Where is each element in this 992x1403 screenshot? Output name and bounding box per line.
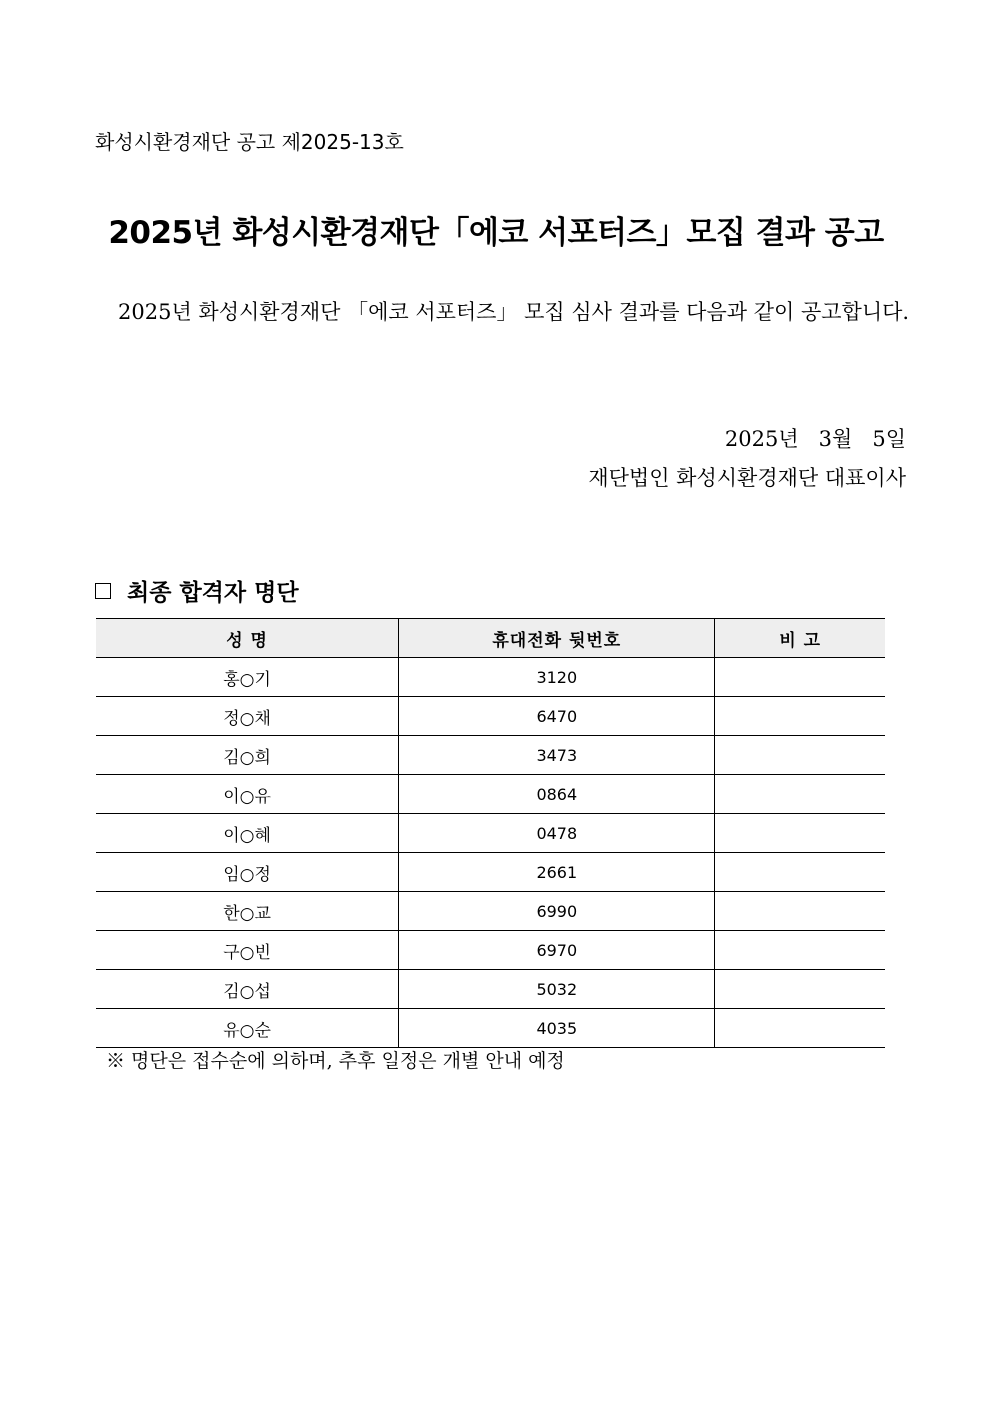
cell-phone: 6990 [399,892,715,931]
result-table [96,618,885,1048]
section-heading [95,574,299,607]
cell-note [715,931,885,970]
cell-phone: 0478 [399,814,715,853]
cell-name: 홍○기 [96,658,399,697]
cell-note [715,1009,885,1048]
cell-name: 정○채 [96,697,399,736]
cell-phone: 3473 [399,736,715,775]
cell-phone: 6970 [399,931,715,970]
table-row [96,892,885,931]
notice-number: 화성시환경재단 공고 제2025-13호 [95,130,404,154]
cell-name: 이○유 [96,775,399,814]
table-row [96,853,885,892]
cell-note [715,775,885,814]
cell-name: 임○정 [96,853,399,892]
cell-name: 구○빈 [96,931,399,970]
header-phone: 휴대전화 뒷번호 [399,619,715,658]
cell-name: 김○섭 [96,970,399,1009]
table-header-row [96,619,885,658]
table-row [96,814,885,853]
cell-note [715,970,885,1009]
cell-note [715,736,885,775]
checkbox-icon [95,583,111,599]
table-row [96,658,885,697]
cell-note [715,853,885,892]
cell-phone: 3120 [399,658,715,697]
table-row [96,931,885,970]
table-row [96,1009,885,1048]
cell-name: 이○혜 [96,814,399,853]
cell-note [715,892,885,931]
cell-phone: 0864 [399,775,715,814]
header-name: 성 명 [96,619,399,658]
cell-name: 김○희 [96,736,399,775]
body-text: 2025년 화성시환경재단 「에코 서포터즈」 모집 심사 결과를 다음과 같이 공고합니다. [118,300,910,324]
footnote: ※ 명단은 접수순에 의하며, 추후 일정은 개별 안내 예정 [106,1050,565,1072]
cell-note [715,814,885,853]
notice-date: 2025년 3월 5일 [724,427,906,451]
cell-phone: 5032 [399,970,715,1009]
document-title: 2025년 화성시환경재단「에코 서포터즈」모집 결과 공고 [108,215,884,251]
cell-note [715,697,885,736]
table-row [96,697,885,736]
cell-phone: 6470 [399,697,715,736]
cell-phone: 4035 [399,1009,715,1048]
section-heading-label: 최종 합격자 명단 [127,580,299,606]
cell-phone: 2661 [399,853,715,892]
cell-name: 한○교 [96,892,399,931]
signer: 재단법인 화성시환경재단 대표이사 [588,466,906,490]
header-note: 비 고 [715,619,885,658]
table-row [96,970,885,1009]
cell-name: 유○순 [96,1009,399,1048]
table-row [96,775,885,814]
table-row [96,736,885,775]
cell-note [715,658,885,697]
